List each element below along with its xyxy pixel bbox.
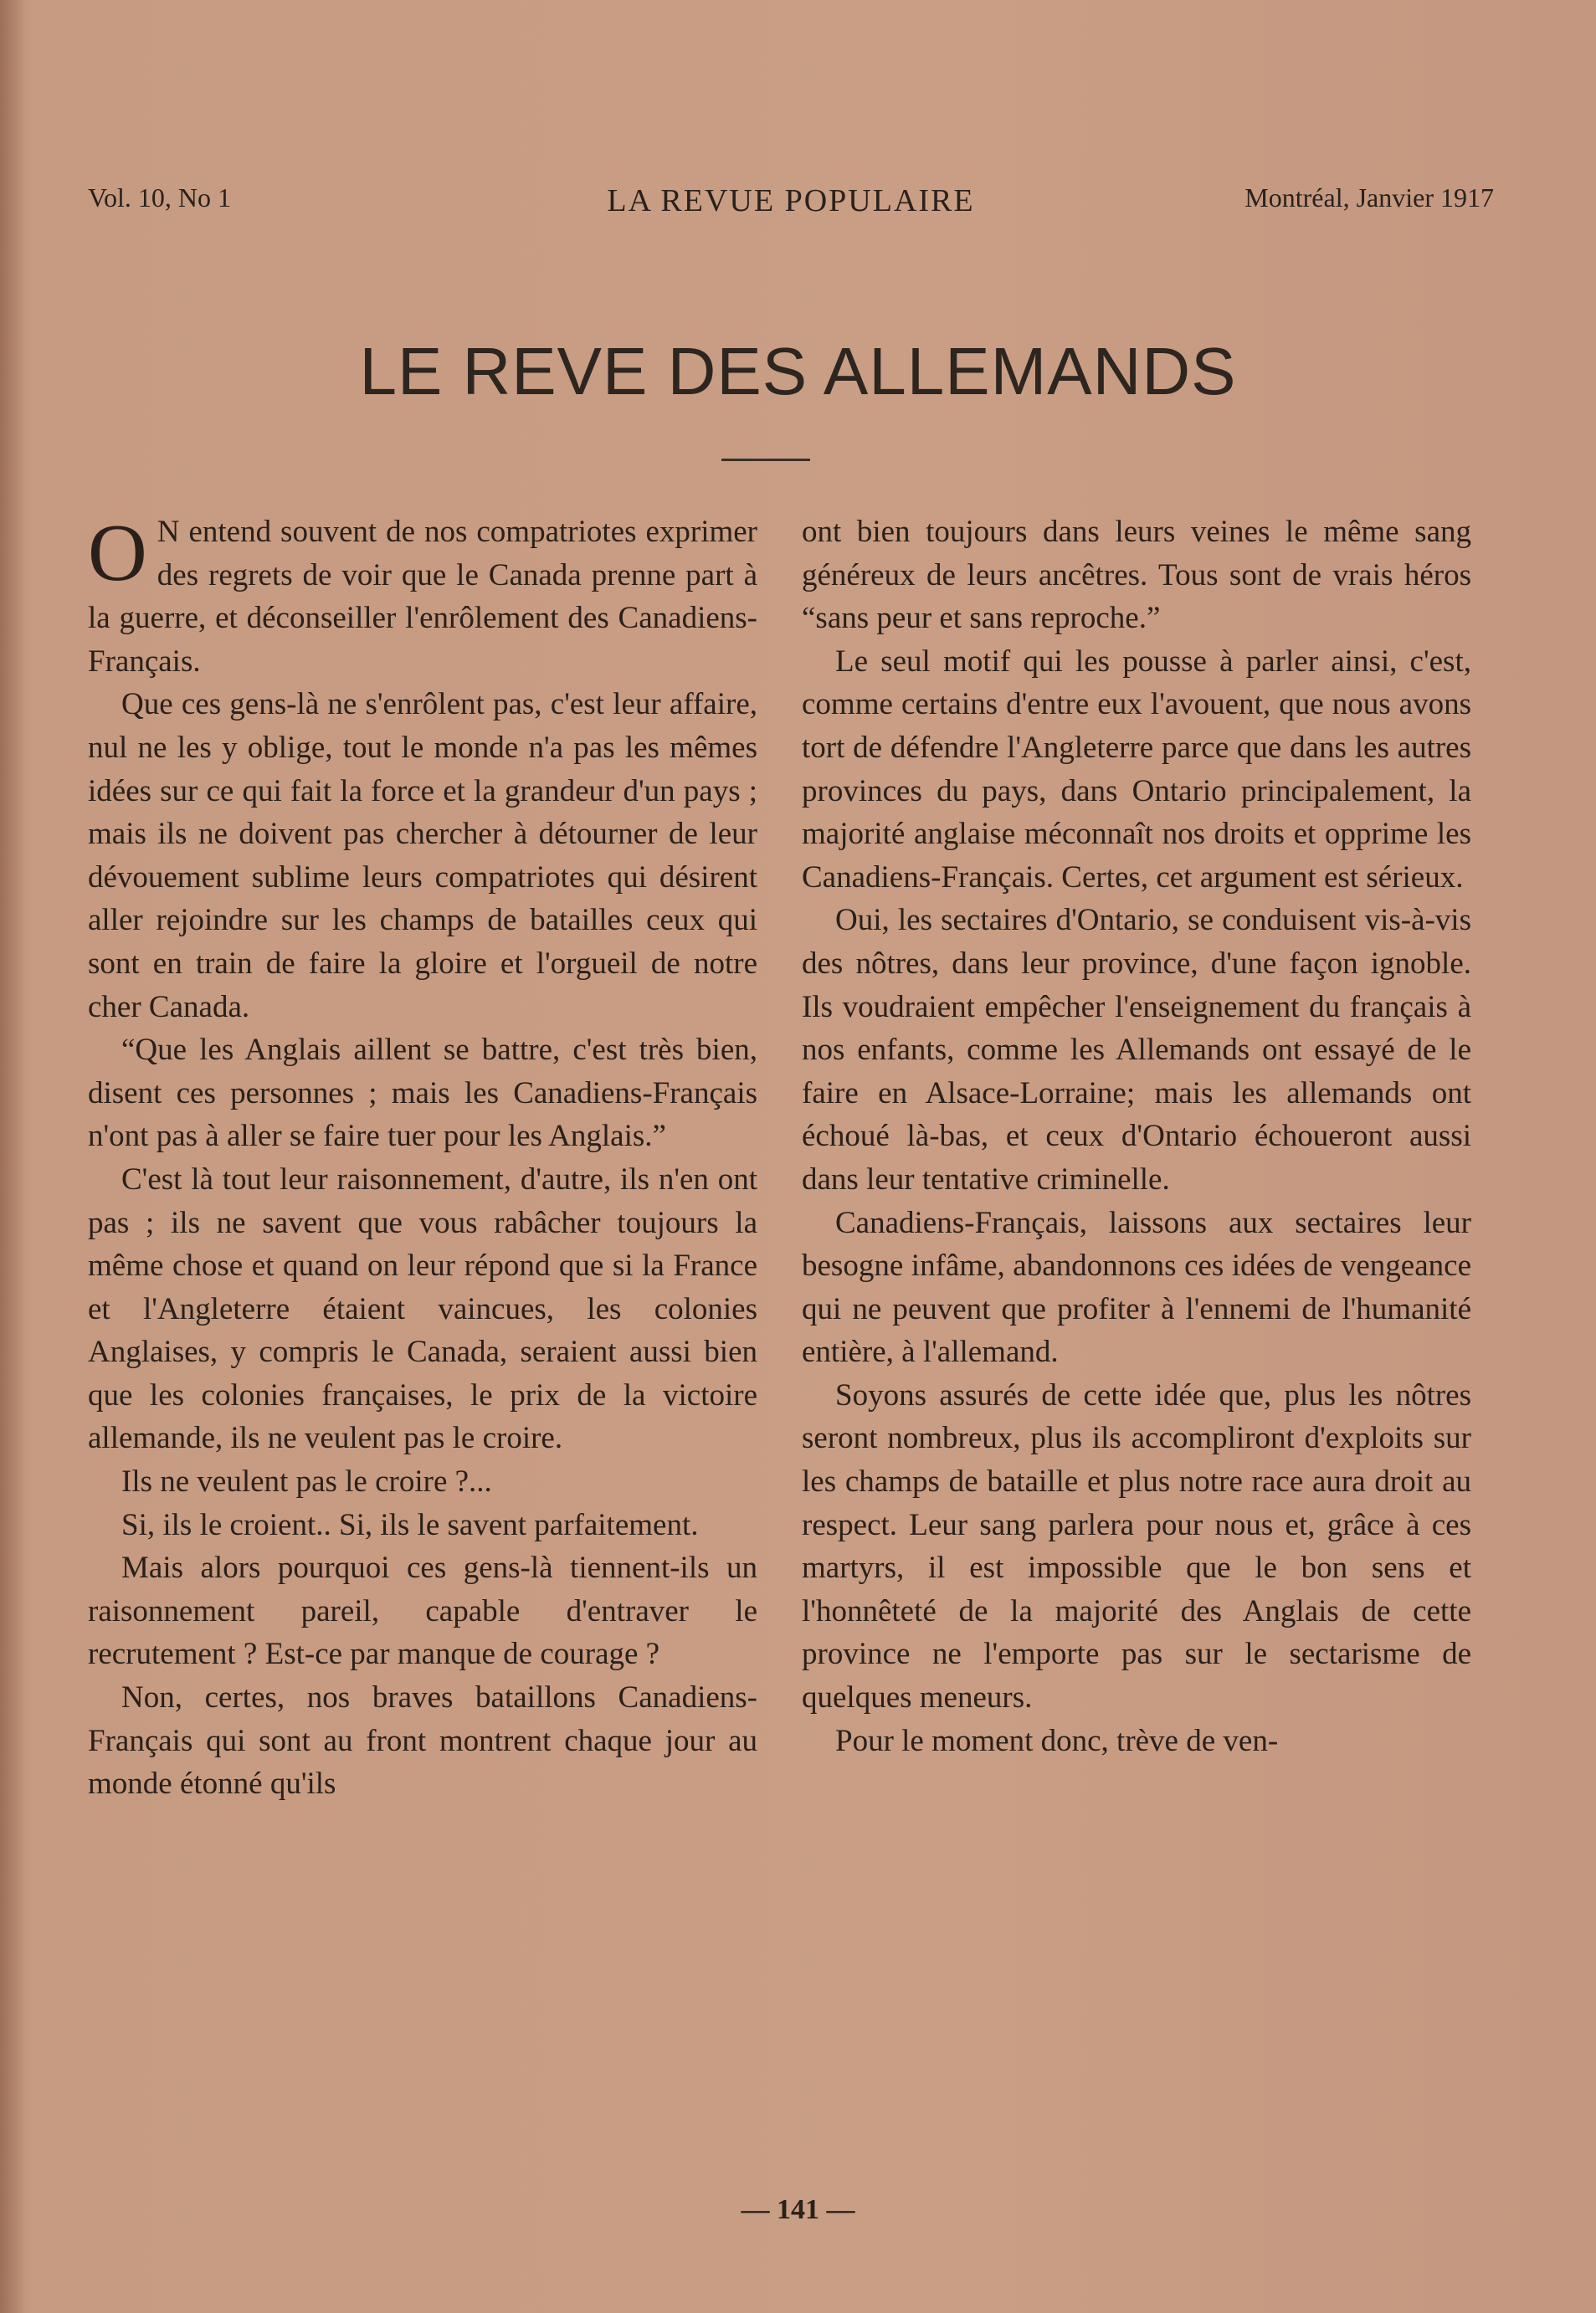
paragraph: Oui, les sectaires d'Ontario, se conduisent vis-à-vis des nôtres, dans leur province, d'une façon ignoble. Ils voudraient empêcher l'enseignement du français à nos enfants, comme les Allemands ont essayé de le faire en Alsace-Lorraine; mais les allemands ont échoué là-bas, et ceux d'Ontario échoueront aussi dans leur tentative criminelle. bbox=[802, 903, 1471, 1197]
paragraph: Non, certes, nos braves bataillons Canadiens-Français qui sont au front montrent chaque jour au monde étonné qu'ils bbox=[88, 1680, 757, 1802]
left-column bbox=[88, 510, 757, 1806]
article-title: LE REVE DES ALLEMANDS bbox=[359, 334, 1237, 408]
right-column bbox=[802, 510, 1471, 1762]
paragraph: Que ces gens-là ne s'enrôlent pas, c'est leur affaire, nul ne les y oblige, tout le monde n'a pas les mêmes idées sur ce qui fait la force et la grandeur d'un pays ; mais ils ne doivent pas chercher à détourner de leur dévouement sublime leurs compatriotes qui désirent aller rejoindre sur les champs de batailles ceux qui sont en train de faire la gloire et l'orgueil de notre cher Canada. bbox=[88, 687, 757, 1024]
paragraph: Le seul motif qui les pousse à parler ainsi, c'est, comme certains d'entre eux l'avouent, que nous avons tort de défendre l'Angleterre parce que dans les autres provinces du pays, dans Ontario principalement, la majorité anglaise méconnaît nos droits et opprime les Canadiens-Français. Certes, cet argument est sérieux. bbox=[802, 644, 1471, 895]
paragraph-text: N entend souvent de nos compatriotes exprimer des regrets de voir que le Canada prenne part à la guerre, et déconseiller l'enrôlement des Canadiens-Français. bbox=[88, 515, 757, 679]
paragraph: Si, ils le croient.. Si, ils le savent parfaitement. bbox=[121, 1507, 699, 1542]
paragraph: Canadiens-Français, laissons aux sectaires leur besogne infâme, abandonnons ces idées de vengeance qui ne peuvent que profiter à l'ennemi de l'humanité entière, à l'allemand. bbox=[802, 1205, 1471, 1370]
paragraph: “Que les Anglais aillent se battre, c'est très bien, disent ces personnes ; mais les Canadiens-Français n'ont pas à aller se faire tuer pour les Anglais.” bbox=[88, 1033, 757, 1154]
paragraph: ont bien toujours dans leurs veines le même sang généreux de leurs ancêtres. Tous sont de vrais héros “sans peur et sans reproche.” bbox=[802, 515, 1471, 636]
paragraph: Mais alors pourquoi ces gens-là tiennent-ils un raisonnement pareil, capable d'entraver le recrutement ? Est-ce par manque de courage ? bbox=[88, 1551, 757, 1672]
paragraph: Ils ne veulent pas le croire ?... bbox=[121, 1464, 492, 1500]
paragraph: C'est là tout leur raisonnement, d'autre, ils n'en ont pas ; ils ne savent que vous rabâcher toujours la même chose et quand on leur répond que si la France et l'Angleterre étaient vaincues, les colonies Anglaises, y compris le Canada, seraient aussi bien que les colonies françaises, le prix de la victoire allemande, ils ne veulent pas le croire. bbox=[88, 1162, 757, 1456]
title-rule bbox=[721, 459, 810, 461]
paragraph bbox=[88, 510, 757, 683]
publication-name: LA REVUE POPULAIRE bbox=[607, 183, 975, 218]
drop-cap: O bbox=[88, 508, 147, 598]
paragraph: Pour le moment donc, trève de ven- bbox=[835, 1723, 1279, 1758]
dateline: Montréal, Janvier 1917 bbox=[1244, 182, 1494, 213]
running-header bbox=[88, 182, 1494, 224]
page-number: — 141 — bbox=[741, 2194, 855, 2225]
volume-number: Vol. 10, No 1 bbox=[88, 182, 231, 213]
paragraph: Soyons assurés de cette idée que, plus les nôtres seront nombreux, plus ils accompliront d'exploits sur les champs de bataille et plus notre race aura droit au respect. Leur sang parlera pour nous et, grâce à ces martyrs, il est impossible que le bon sens et l'honnêteté de la majorité des Anglais de cette province ne l'emporte pas sur le sectarisme de quelques meneurs. bbox=[802, 1377, 1471, 1716]
